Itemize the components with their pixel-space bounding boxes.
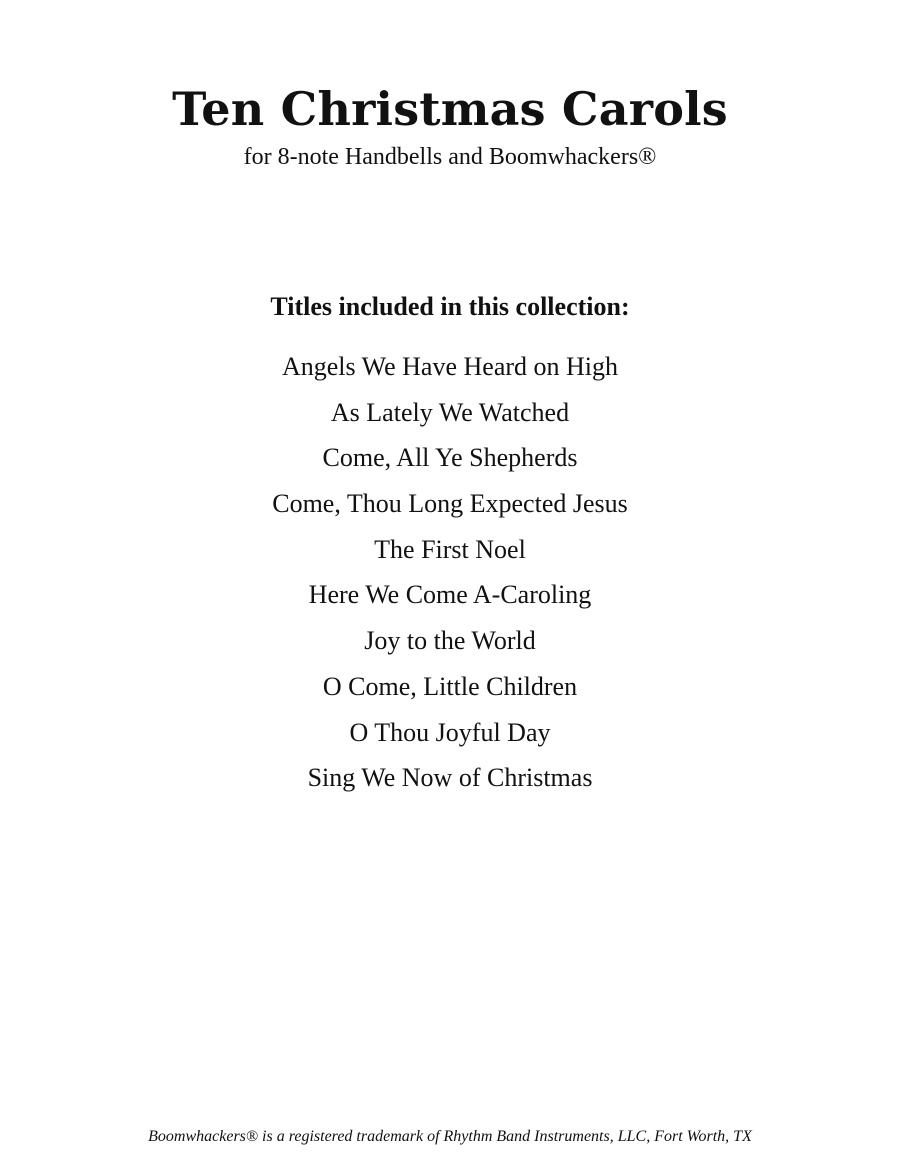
collection-heading: Titles included in this collection: xyxy=(270,292,630,321)
carol-title: Joy to the World xyxy=(364,626,536,656)
carol-title: The First Noel xyxy=(374,534,526,564)
carol-title: Sing We Now of Christmas xyxy=(307,763,593,793)
carol-title: Here We Come A-Caroling xyxy=(308,580,592,610)
page-title: Ten Christmas Carols xyxy=(172,82,728,136)
carol-list xyxy=(0,349,900,806)
carol-title: As Lately We Watched xyxy=(330,397,570,427)
carol-title: O Thou Joyful Day xyxy=(349,717,551,747)
carol-title: Come, All Ye Shepherds xyxy=(322,443,578,473)
carol-title: O Come, Little Children xyxy=(322,671,578,701)
page-subtitle: for 8-note Handbells and Boomwhackers® xyxy=(243,144,657,170)
carol-title: Come, Thou Long Expected Jesus xyxy=(272,489,628,519)
carol-title: Angels We Have Heard on High xyxy=(281,352,619,381)
trademark-footnote: Boomwhackers® is a registered trademark of Rhythm Band Instruments, LLC, Fort Worth, TX xyxy=(148,1128,752,1145)
